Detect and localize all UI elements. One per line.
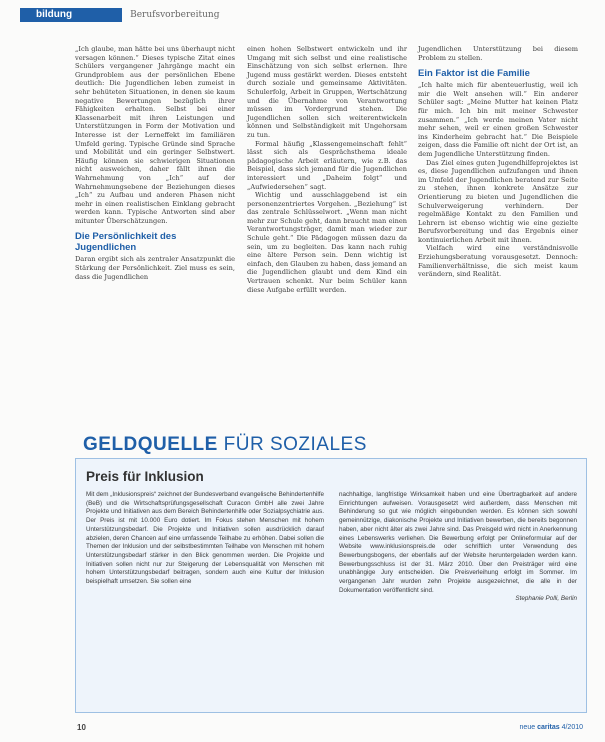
feature-heading [83,434,367,456]
section-subtitle: Berufsvorbereitung [130,10,220,20]
feature-heading-bold: GELDQUELLE [83,434,218,455]
paragraph: „Ich halte mich für abenteuerlustig, weil ich mir die Welt ansehen will.“ Ein anderer Schüler sagt: „Meine Mutter hat keinen Platz für mich. Ich bin mit meiner Schwester zusammen.“ „Ich werde meinen Vater nicht mehr sehen, weil er einen großen Schwester ins Kinderheim gebracht hat.“ Die Beispiele zeigen, dass die Familie oft nicht der Ort ist, an dem Jugendliche Unterstützung finden. [418,81,578,158]
paragraph: Vielfach wird eine verständnisvolle Erziehungsberatung vorausgesetzt. Dennoch: Familienverhältnisse, die sich meist kaum verändern, sind Realität. [418,244,578,279]
magazine-credit [520,724,583,731]
page-footer [0,723,605,737]
paragraph: Jugendlichen Unterstützung bei diesem Problem zu stellen. [418,45,578,62]
paragraph: „Ich glaube, man hätte bei uns überhaupt nicht versagen können.“ Dieses typische Zitat eines Schülers vergangener Jahrgänge macht ein Grundproblem aus der persönlichen Ebene deutlich: Die Jugendlichen leben zumeist in sehr behüteten Situationen, in denen sie kaum negative Bewertungen bezüglich ihrer Fähigkeiten erhalten. Selbst bei einer Klassenarbeit mit ihren Leistungen und Unterstützungen in Form der Motivation und Interesse ist der Lerneffekt im familiären Umfeld gering. Typische Gründe sind Sprache und Mobilität und ein geringer Selbstwert. Häufig können sie schwierigen Situationen nicht ausweichen, daher fällt ihnen die Wahrnehmung von „Ich“ auf der Wahrnehmungsebene der Beziehungen dieses „Ich“ zu Aufbau und anderen Phasen nicht mehr in einen realistischen Einklang gebracht werden kann. Typische Antworten sind aber mitunter Überschätzungen. [75,45,235,225]
feature-heading-rest: FÜR SOZIALES [217,434,367,455]
magazine-name: caritas [537,724,560,731]
author-credit: Stephanie Polli, Berlin [515,595,577,603]
paragraph: nachhaltige, langfristige Wirksamkeit haben und eine Übertragbarkeit auf andere Einrichtungen aufweisen. Vorausgesetzt wird außerdem, dass Menschen mit Behinderung so gut wie möglich eingebunden werden. Es können sich sowohl gemeinnützige, diakonische Projekte und Initiativen bewerben, die bereits begonnen haben, aber nicht älter als zwei Jahre sind. Das Preisgeld wird nicht in Anerkennung eines Lebenswerks verliehen. Die Bewerbung erfolgt per Onlineformular auf der Website www.inklusionspreis.de oder schriftlich unter Verwendung des Bewerbungsbogens, der ebenfalls auf der Website heruntergeladen werden kann. Bewerbungsschluss ist der 31. März 2010. Über den Preisträger wird eine unabhängige Jury entscheiden. Die Preisverleihung erfolgt im Sommer. Im vergangenen Jahr wurden zehn Projekte ausgezeichnet, die alle in der Dokumentation veröffentlicht sind. [339,491,577,594]
paragraph: Das Ziel eines guten Jugendhilfeprojektes ist es, diese Jugendlichen aufzufangen und ihnen im Umfeld der Jugendlichen beratend zur Seite zu stehen, ihnen konkrete Ansätze zur Orientierung zu bieten und Jugendlichen die Schulverweigerung verhindern. Der regelmäßige Kontakt zu den Familien und Lehrern ist ebenso wichtig wie eine gezielte Berufsvorbereitung und das Ergebnis einer kontinuierlichen Arbeit mit ihnen. [418,158,578,244]
paragraph: Mit dem „Inklusionspreis“ zeichnet der Bundesverband evangelische Behindertenhilfe (BeB) und die Wirtschaftsprüfungsgesellschaft Curacon GmbH alle zwei Jahre Projekte und Initiativen aus dem Bereich Behindertenhilfe oder Sozialpsychiatrie aus. Der Preis ist mit 10.000 Euro dotiert. Im Fokus stehen Menschen mit hohem Unterstützungsbedarf. Die Projekte und Initiativen sollen ausdrücklich darauf abzielen, deren Chancen auf eine umfassende Teilhabe zu erhöhen. Dabei sollen die Themen der Inklusion und der selbstbestimmten Teilhabe von Menschen mit hohem Unterstützungsbedarf stärker in den Blick genommen werden. Die Projekte und Initiativen sollen nicht nur zur Steigerung der Lebensqualität von Menschen mit hohem Unterstützungsbedarf beitragen, sondern auch eine Kultur der Inklusion beispielhaft umsetzen. Sie sollen eine [86,491,324,586]
magazine-issue: 4/2010 [559,724,583,731]
info-box-column-2 [339,491,577,604]
info-box [75,458,587,713]
article-body [75,45,585,337]
article-column-1 [75,45,235,281]
paragraph: Wichtig und ausschlaggebend ist ein personenzentriertes Vorgehen. „Beziehung“ ist das zentrale Schlüsselwort. „Wenn man nicht mehr zur Schule geht, dann braucht man einen Verantwortungsträger, damit man wieder zur Schule geht.“ Die Pädagogen müssen dazu da sein, um zu begleiten. Das kann nach ruhig eine ältere Person sein. Denn wichtig ist einfach, den Glauben zu haben, dass jemand an die Jugendlichen glaubt und dem Kind ein Vertrauen schenkt. Nur beim Schüler kann diese Aufgabe erfüllt werden. [247,191,407,294]
info-box-column-1 [86,491,324,587]
article-column-2 [247,45,407,294]
subheading: Ein Faktor ist die Familie [418,68,530,80]
paragraph: Daran ergibt sich als zentraler Ansatzpunkt die Stärkung der Persönlichkeit. Ziel muss es sein, dass die Jugendlichen [75,255,235,281]
page-number: 10 [77,723,86,732]
page-header [20,8,219,22]
paragraph: Formal häufig „Klassengemeinschaft fehlt“ lässt sich als Gesprächsthema ideale pädagogische Arbeit erläutern, wie z.B. das Beispiel, dass sich jemand für die Jugendlichen interessiert und „Daheim folgt“ und „Aufwiedersehen“ sagt. [247,139,407,191]
paragraph: einen hohen Selbstwert entwickeln und ihr Umgang mit sich selbst und eine realistische Einschätzung von sich selbst erlernen. Ihre Jugend muss gestärkt werden. Dieses entsteht durch soziale und gemeinsame Aktivitäten. Schulerfolg, Arbeit in Gruppen, Wertschätzung und die Übernahme von Verantwortung müssen im Vordergrund stehen. Die Jugendlichen sollen sich weiterentwickeln können und Selbständigkeit mit Ungehorsam zu tun. [247,45,407,139]
section-label: bildung [20,8,122,22]
article-column-3 [418,45,578,279]
magazine-prefix: neue [519,724,538,731]
info-box-title: Preis für Inklusion [86,469,204,484]
subheading: Die Persönlichkeit des Jugendlichen [75,231,177,254]
